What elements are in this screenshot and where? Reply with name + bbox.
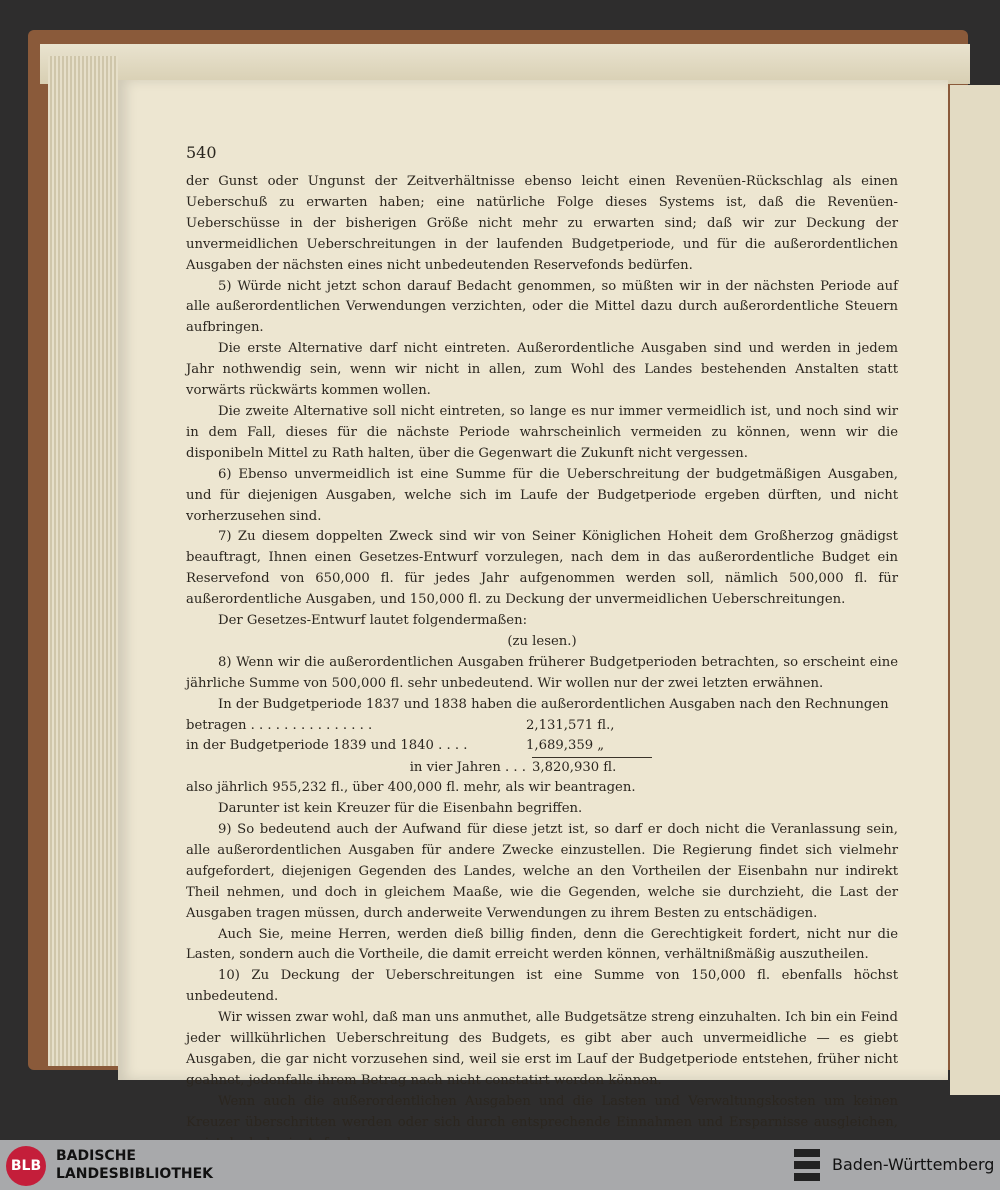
- paragraph: Der Gesetzes-Entwurf lautet folgendermaßen:: [218, 613, 528, 629]
- expenditure-table: [186, 716, 898, 779]
- paragraph: Die erste Alternative darf nicht eintreten. Außerordentliche Ausgaben sind und werden in jedem Jahr nothwendig sein, wenn wir nicht in allen, zum Wohl des Landes bestehenden Anstalten statt vorwärts rückwärts kommen wollen.: [186, 341, 898, 399]
- paragraph: 6) Ebenso unvermeidlich ist eine Summe für die Ueberschreitung der budgetmäßigen Ausgaben, und für diejenigen Ausgaben, welche sich im Laufe der Budgetperiode ergeben dürften, und nicht vorherzusehen sind.: [186, 466, 898, 524]
- table-label: betragen . . . . . . . . . . . . . . .: [186, 717, 373, 733]
- table-label: in vier Jahren . . .: [409, 760, 526, 776]
- library-name-line2: LANDESBIBLIOTHEK: [56, 1166, 214, 1182]
- paragraph: der Gunst oder Ungunst der Zeitverhältnisse ebenso leicht einen Revenüen-Rückschlag als einen Ueberschuß zu erwarten haben; eine natürliche Folge dieses Systems ist, daß die Revenüen-Ueberschüsse in der bisherigen Größe nicht mehr zu erwarten sind; daß wir zur Deckung der unvermeidlichen Ueberschreitungen in der laufenden Budgetperiode, und für die außerordentlichen Ausgaben der nächsten eines nicht unbedeutenden Reservefonds bedürfen.: [186, 174, 898, 273]
- lions-crest-icon: [792, 1146, 822, 1184]
- paragraph: 7) Zu diesem doppelten Zweck sind wir von Seiner Königlichen Hoheit dem Großherzog gnädigst beauftragt, Ihnen einen Gesetzes-Entwurf vorzulegen, nach dem in das außerordentliche Budget ein Reservefond von 650,000 fl. für jedes Jahr aufgenommen werden soll, nämlich 500,000 fl. für außerordentliche Ausgaben, und 150,000 fl. zu Deckung der unvermeidlichen Ueberschreitungen.: [186, 529, 898, 608]
- library-name: [56, 1147, 213, 1183]
- facing-page: [950, 85, 1000, 1095]
- table-value: 1,689,359 „: [526, 738, 605, 754]
- table-row: [186, 716, 898, 737]
- paragraph: Die zweite Alternative soll nicht eintreten, so lange es nur immer vermeidlich ist, und noch sind wir in dem Fall, dieses für die nächste Periode wahrscheinlich vermeiden zu können, wenn wir die disponibeln Mittel zu Rath halten, über die Gegenwart die Zukunft nicht vergessen.: [186, 403, 898, 461]
- paragraph: 5) Würde nicht jetzt schon darauf Bedacht genommen, so müßten wir in der nächsten Periode auf alle außerordentlichen Verwendungen verzichten, oder die Mittel dazu durch außerordentliche Steuern aufbringen.: [186, 278, 898, 336]
- page-edges-top: [40, 44, 970, 84]
- page-text: [186, 172, 898, 1155]
- page-number: 540: [186, 143, 217, 162]
- page-edges-left: [48, 56, 118, 1066]
- table-row: [186, 757, 898, 778]
- paragraph: Darunter ist kein Kreuzer für die Eisenbahn begriffen.: [218, 801, 583, 817]
- paragraph: Wir wissen zwar wohl, daß man uns anmuthet, alle Budgetsätze streng einzuhalten. Ich bin ein Feind jeder willkührlichen Ueberschreitung des Budgets, es gibt aber auch unvermeidliche — es giebt Ausgaben, die gar nicht vorzusehen sind, weil sie erst im Lauf der Budgetperiode entstehen, früher nicht geahnet, jedenfalls ihrem Betrag nach nicht constatirt werden können.: [186, 1010, 898, 1088]
- stage-direction: (zu lesen.): [507, 633, 577, 649]
- paragraph: 8) Wenn wir die außerordentlichen Ausgaben früherer Budgetperioden betrachten, so erscheint eine jährliche Summe von 500,000 fl. sehr unbedeutend. Wir wollen nur der zwei letzten erwähnen.: [186, 654, 898, 691]
- paragraph: Auch Sie, meine Herren, werden dieß billig finden, denn die Gerechtigkeit fordert, nicht nur die Lasten, sondern auch die Vortheile, die damit erreicht werden können, verhältnißmäßig auszutheilen.: [186, 926, 898, 963]
- table-row: [186, 736, 898, 757]
- paragraph: 9) So bedeutend auch der Aufwand für diese jetzt ist, so darf er doch nicht die Veranlassung sein, alle außerordentlichen Ausgaben für andere Zwecke einzustellen. Die Regierung findet sich vielmehr aufgefordert, diejenigen Gegenden des Landes, welche an den Vortheilen der Eisenbahn nur indirekt Theil nehmen, und doch in gleichem Maaße, wie die Gegenden, welche sie durchzieht, die Last der Ausgaben tragen müssen, durch anderweite Verwendungen zu ihrem Besten zu entschädigen.: [186, 822, 898, 921]
- paragraph: also jährlich 955,232 fl., über 400,000 fl. mehr, als wir beantragen.: [186, 780, 636, 796]
- table-label: in der Budgetperiode 1839 und 1840 . . . .: [186, 738, 468, 754]
- blb-logo: BLB: [6, 1146, 46, 1186]
- paragraph: In der Budgetperiode 1837 und 1838 haben die außerordentlichen Ausgaben nach den Rechnungen: [218, 696, 889, 712]
- state-name: Baden-Württemberg: [832, 1155, 995, 1174]
- paragraph: Wenn auch die außerordentlichen Ausgaben und die Lasten und Verwaltungskosten um keinen Kreuzer überschritten werden oder sich durch entsprechende Einnahmen und Ersparnisse ausgleichen,: [186, 1093, 898, 1130]
- paragraph: 10) Zu Deckung der Ueberschreitungen ist eine Summe von 150,000 fl. ebenfalls höchst unbedeutend.: [186, 968, 898, 1005]
- table-value: 2,131,571 fl.,: [526, 717, 615, 733]
- library-name-line1: BADISCHE: [56, 1148, 136, 1164]
- table-sum: 3,820,930 fl.: [532, 757, 652, 779]
